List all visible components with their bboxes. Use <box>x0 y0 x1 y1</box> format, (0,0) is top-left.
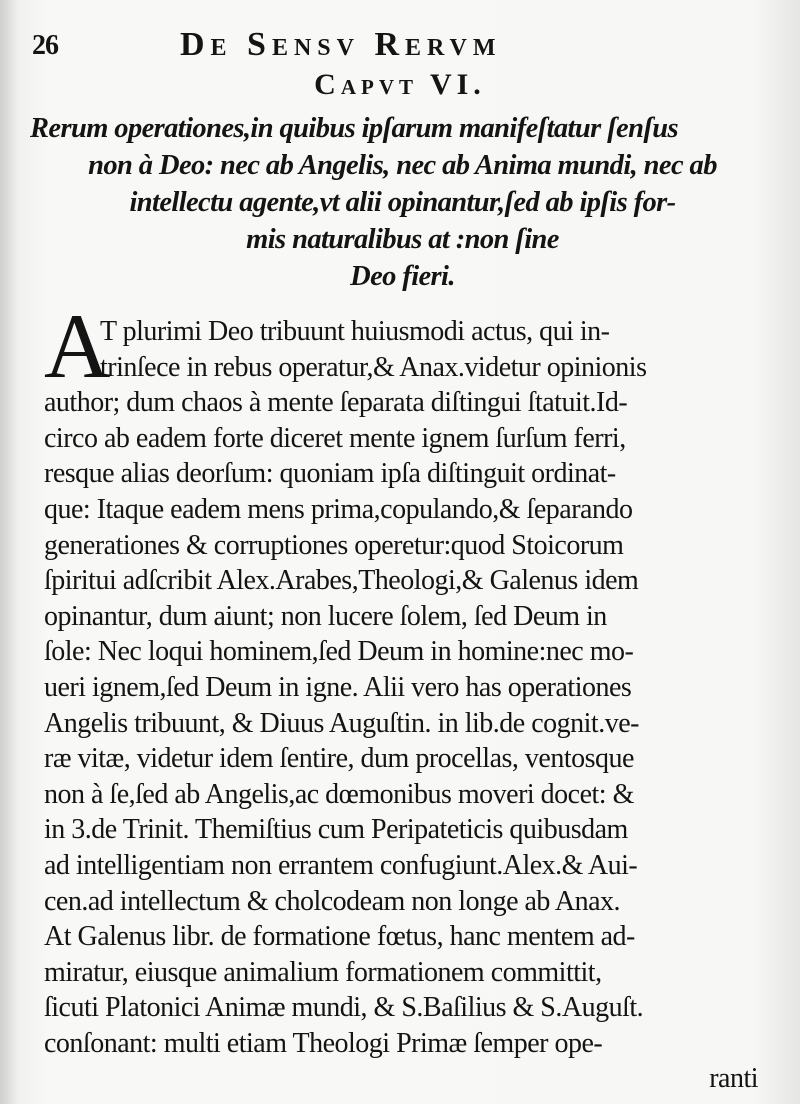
text-line: T plurimi Deo tribuunt huiusmodi actus, qui in- <box>100 316 610 347</box>
text-line: ræ vitæ, videtur idem ſentire, dum procellas, ventosque <box>44 743 634 775</box>
text-line: cen.ad intellectum & cholcodeam non longe ab Anax. <box>44 885 621 917</box>
body-text <box>44 295 784 1097</box>
text-line: que: Itaque eadem mens prima,copulando,& ſeparando <box>44 493 633 525</box>
summary-line: Deo fieri. <box>350 261 455 292</box>
text-line: ſpiritui adſcribit Alex.Arabes,Theologi,& Galenus idem <box>44 565 639 597</box>
text-line: resque alias deorſum: quoniam ipſa diſtinguit ordinat- <box>44 458 616 490</box>
text-line: generationes & corruptiones operetur:quod Stoicorum <box>44 529 624 561</box>
text-line: ad intelligentiam non errantem confugiunt.Alex.& Aui- <box>44 849 638 881</box>
text-line: ſicuti Platonici Animæ mundi, & S.Baſilius & S.Auguſt. <box>44 992 644 1024</box>
text-line: ueri ignem,ſed Deum in igne. Alii vero has operationes <box>44 671 632 703</box>
text-line: conſonant: multi etiam Theologi Primæ ſemper ope- <box>44 1027 603 1059</box>
running-title: De Sensv Rervm <box>180 26 502 63</box>
page-header <box>32 16 772 66</box>
text-line: trinſece in rebus operatur,& Anax.videtur opinionis <box>100 351 647 383</box>
text-line: in 3.de Trinit. Themiſtius cum Peripateticis quibusdam <box>44 814 628 846</box>
summary-line: intellectu agente,vt alii opinantur,ſed ab ipſis for- <box>129 187 676 218</box>
chapter-heading: Capvt VI. <box>314 68 486 101</box>
text-line: opinantur, dum aiunt; non lucere ſolem, ſed Deum in <box>44 600 607 632</box>
text-line: miratur, eiusque animalium formationem committit, <box>44 956 602 988</box>
text-line: author; dum chaos à mente ſeparata diſtingui ſtatuit.Id- <box>44 387 628 419</box>
text-line: non à ſe,ſed ab Angelis,ac dœmonibus moveri docet: & <box>44 778 634 810</box>
text-line: circo ab eadem forte diceret mente ignem ſurſum ferri, <box>44 422 626 454</box>
summary-line: non à Deo: nec ab Angelis, nec ab Anima mundi, nec ab <box>88 150 717 181</box>
text-line: At Galenus libr. de formatione fœtus, hanc mentem ad- <box>44 921 635 953</box>
text-line: ſole: Nec loqui hominem,ſed Deum in homine:nec mo- <box>44 636 634 668</box>
gutter-shadow <box>0 0 18 1104</box>
drop-cap: A <box>44 295 111 397</box>
summary-line: mis naturalibus at :non ſine <box>246 224 559 255</box>
summary-line: Rerum operationes,in quibus ipſarum manifeſtatur ſenſus <box>30 113 678 144</box>
text-line: Angelis tribuunt, & Diuus Auguſtin. in lib.de cognit.ve- <box>44 707 639 739</box>
text-line: ranti <box>709 1063 758 1095</box>
chapter-summary <box>30 110 775 295</box>
page-number: 26 <box>32 30 58 61</box>
